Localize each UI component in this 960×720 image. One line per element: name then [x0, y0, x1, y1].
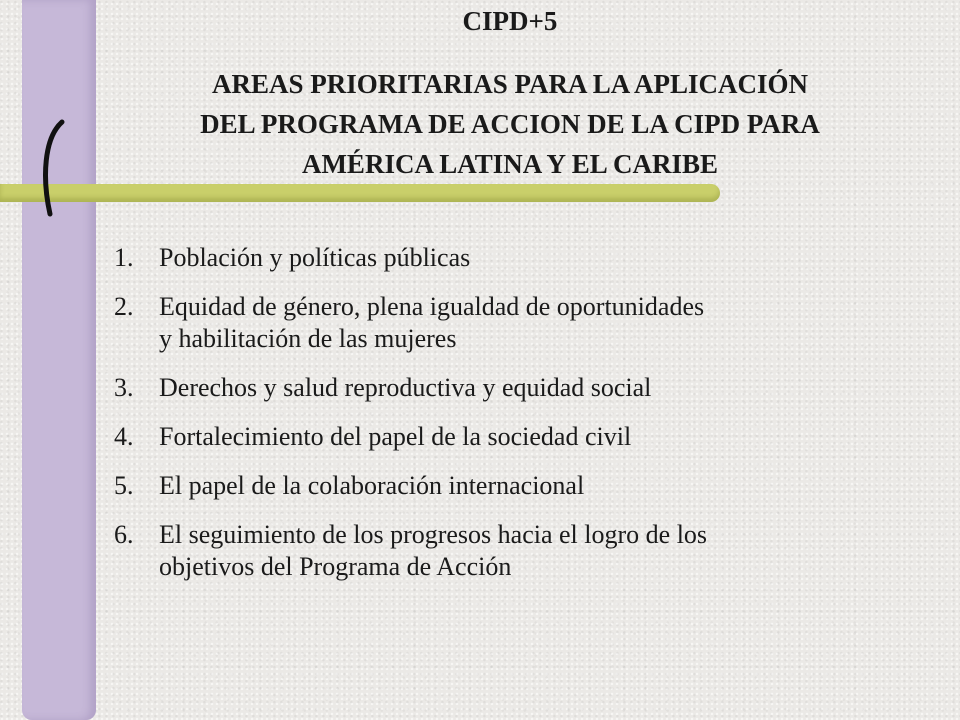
list-item	[114, 372, 914, 404]
slide-title-line-2: DEL PROGRAMA DE ACCION DE LA CIPD PARA	[200, 109, 820, 139]
list-item-number: 6.	[114, 520, 134, 549]
list-item-text: Población y políticas públicas	[159, 243, 471, 272]
list-item	[114, 291, 914, 355]
list-item	[114, 242, 914, 274]
decorative-side-bar	[22, 0, 96, 720]
list-item-number: 2.	[114, 292, 134, 321]
list-item-text: Fortalecimiento del papel de la sociedad civil	[159, 422, 632, 451]
list-item-number: 1.	[114, 243, 134, 272]
list-item-number: 5.	[114, 471, 134, 500]
list-item-text-continued: objetivos del Programa de Acción	[159, 552, 512, 581]
list-item-number: 3.	[114, 373, 134, 402]
list-item-text: El seguimiento de los progresos hacia el logro de los	[159, 520, 708, 549]
slide-title	[100, 64, 920, 184]
list-item-number: 4.	[114, 422, 134, 451]
list-item	[114, 519, 914, 583]
list-item	[114, 470, 914, 502]
priority-areas-list	[114, 242, 914, 600]
slide-subtitle: CIPD+5	[462, 6, 558, 36]
decorative-accent-bar	[0, 184, 720, 202]
list-item-text-continued: y habilitación de las mujeres	[159, 324, 457, 353]
slide-title-line-3: AMÉRICA LATINA Y EL CARIBE	[301, 149, 719, 179]
slide-title-line-1: AREAS PRIORITARIAS PARA LA APLICACIÓN	[211, 69, 809, 99]
list-item-text: El papel de la colaboración internacional	[159, 471, 585, 500]
list-item-text: Derechos y salud reproductiva y equidad social	[159, 373, 652, 402]
bracket-decoration-icon	[32, 118, 72, 218]
list-item	[114, 421, 914, 453]
list-item-text: Equidad de género, plena igualdad de oportunidades	[159, 292, 705, 321]
